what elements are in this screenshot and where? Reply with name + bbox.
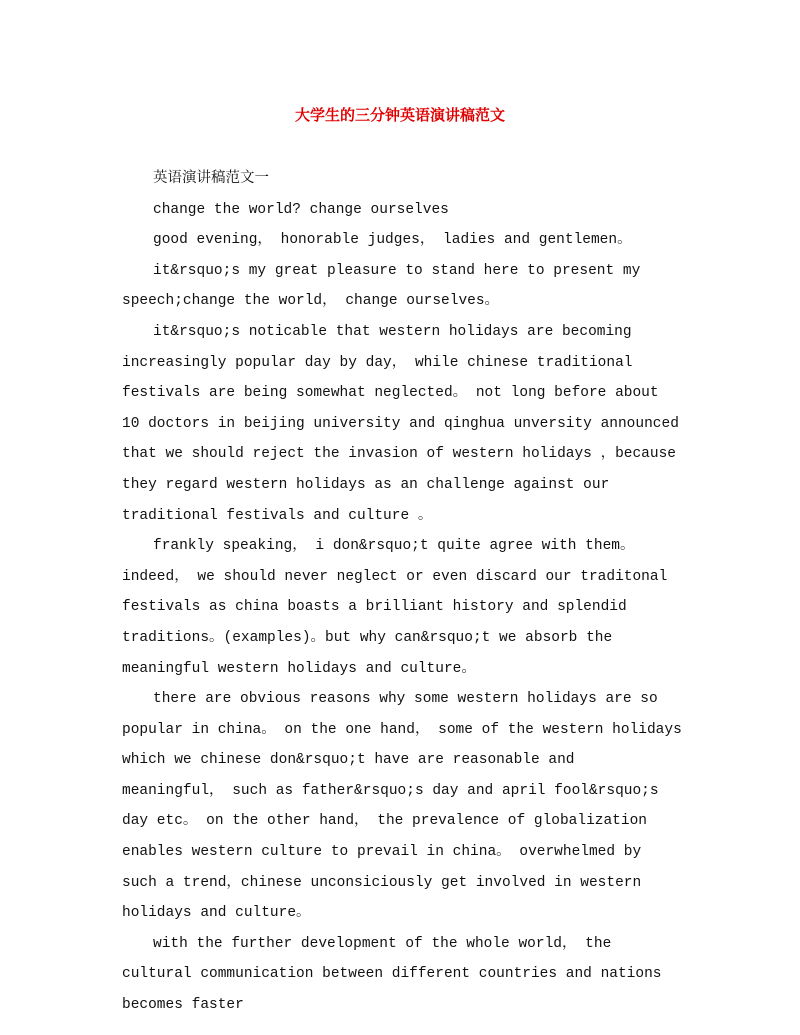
paragraph: with the further development of the whole world， the cultural communication between different countries and nations becomes faster [122,935,662,1014]
paragraph: good evening， honorable judges， ladies and gentlemen。 [153,232,632,249]
paragraph: it&rsquo;s noticable that western holidays are becoming increasingly popular day by day， while chinese traditional festivals are being somewhat neglected。 not long before about 10 doctors in beijing university and qinghua unversity announced that we should reject the invasion of western holidays ，because they regard western holidays as an challenge against our traditional festivals and culture 。 [122,323,679,524]
page-title: 大学生的三分钟英语演讲稿范文 [294,106,505,124]
document-body [122,164,682,1021]
paragraph: it&rsquo;s my great pleasure to stand here to present my speech;change the world， change ourselves。 [122,262,641,310]
paragraph-heading: 英语演讲稿范文一 [153,171,269,187]
paragraph: there are obvious reasons why some western holidays are so popular in china。 on the one hand， some of the western holidays which we chinese don&rsquo;t have are reasonable and meaningful， such as father&rsquo;s day and april fool&rsquo;s day etc。 on the other hand， the prevalence of globalization enables western culture to prevail in china。 overwhelmed by such a trend，chinese unconsiciously get involved in western holidays and culture。 [122,691,682,922]
paragraph: change the world? change ourselves [153,201,449,218]
paragraph: frankly speaking， i don&rsquo;t quite agree with them。indeed， we should never neglect or even discard our traditonal festivals as china boasts a brilliant history and splendid traditions。(examples)。but why can&rsquo;t we absorb the meaningful western holidays and culture。 [122,538,668,677]
